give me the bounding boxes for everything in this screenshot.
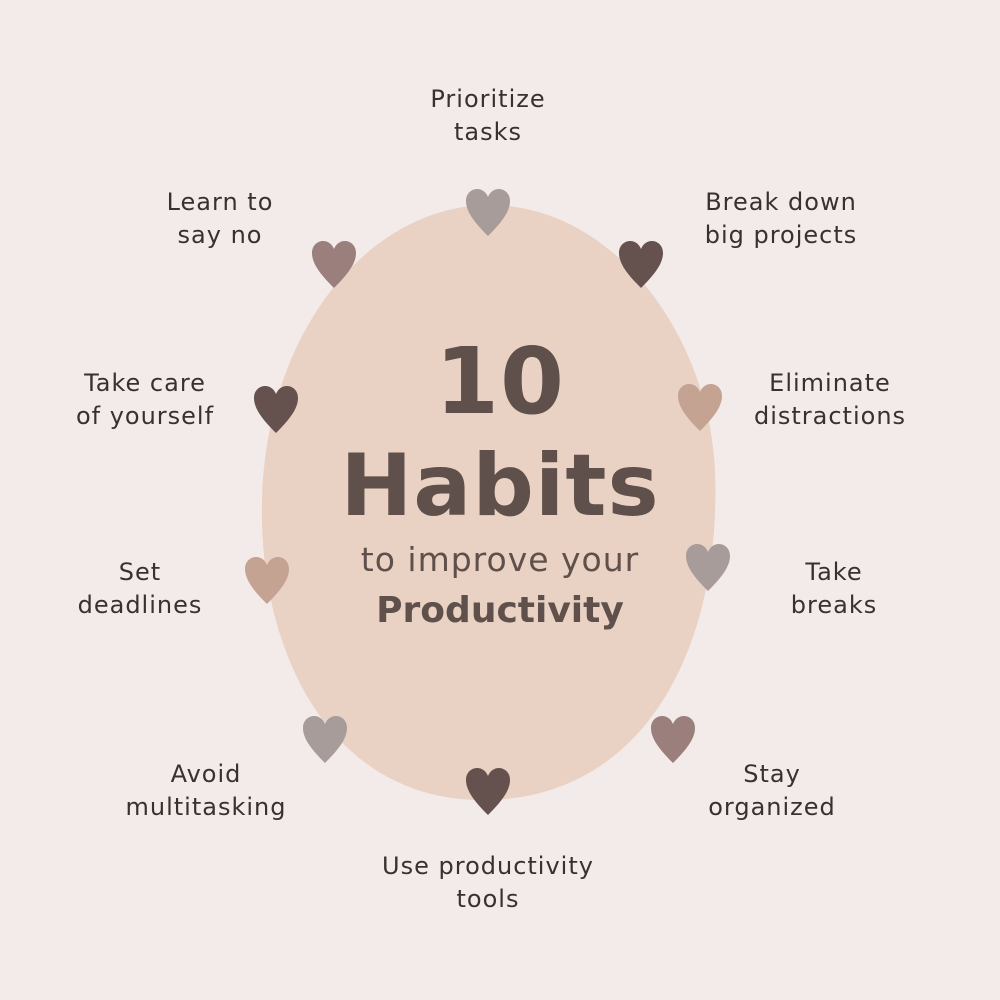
- heart-icon-take-breaks: [685, 543, 731, 593]
- heart-icon-avoid-multitasking: [302, 715, 348, 765]
- heart-icon-use-tools: [465, 767, 511, 817]
- habit-use-productivity-tools: Use productivity tools: [382, 852, 594, 913]
- heart-icon-prioritize: [465, 188, 511, 238]
- habit-set-deadlines: Set deadlines: [77, 558, 203, 619]
- heart-icon-stay-organized: [650, 715, 696, 765]
- habit-prioritize-tasks: Prioritize tasks: [430, 85, 546, 146]
- habit-avoid-multitasking: Avoid multitasking: [125, 760, 287, 821]
- habit-stay-organized: Stay organized: [708, 760, 836, 821]
- habit-learn-to-say-no: Learn to say no: [166, 188, 274, 249]
- subtitle: to improve your: [360, 540, 640, 579]
- habit-eliminate-distractions: Eliminate distractions: [753, 369, 907, 430]
- habit-take-breaks: Take breaks: [790, 558, 878, 619]
- subtitle-emphasis: Productivity: [376, 590, 624, 631]
- page-title: Habits: [340, 436, 660, 536]
- heart-icon-set-deadlines: [244, 556, 290, 606]
- heart-icon-break-down: [618, 240, 664, 290]
- heart-icon-take-care: [253, 385, 299, 435]
- heart-icon-learn-no: [311, 240, 357, 290]
- habit-break-down-projects: Break down big projects: [704, 188, 858, 249]
- heart-icon-eliminate: [677, 383, 723, 433]
- habit-take-care-of-yourself: Take care of yourself: [75, 369, 215, 430]
- title-number: 10: [434, 328, 566, 435]
